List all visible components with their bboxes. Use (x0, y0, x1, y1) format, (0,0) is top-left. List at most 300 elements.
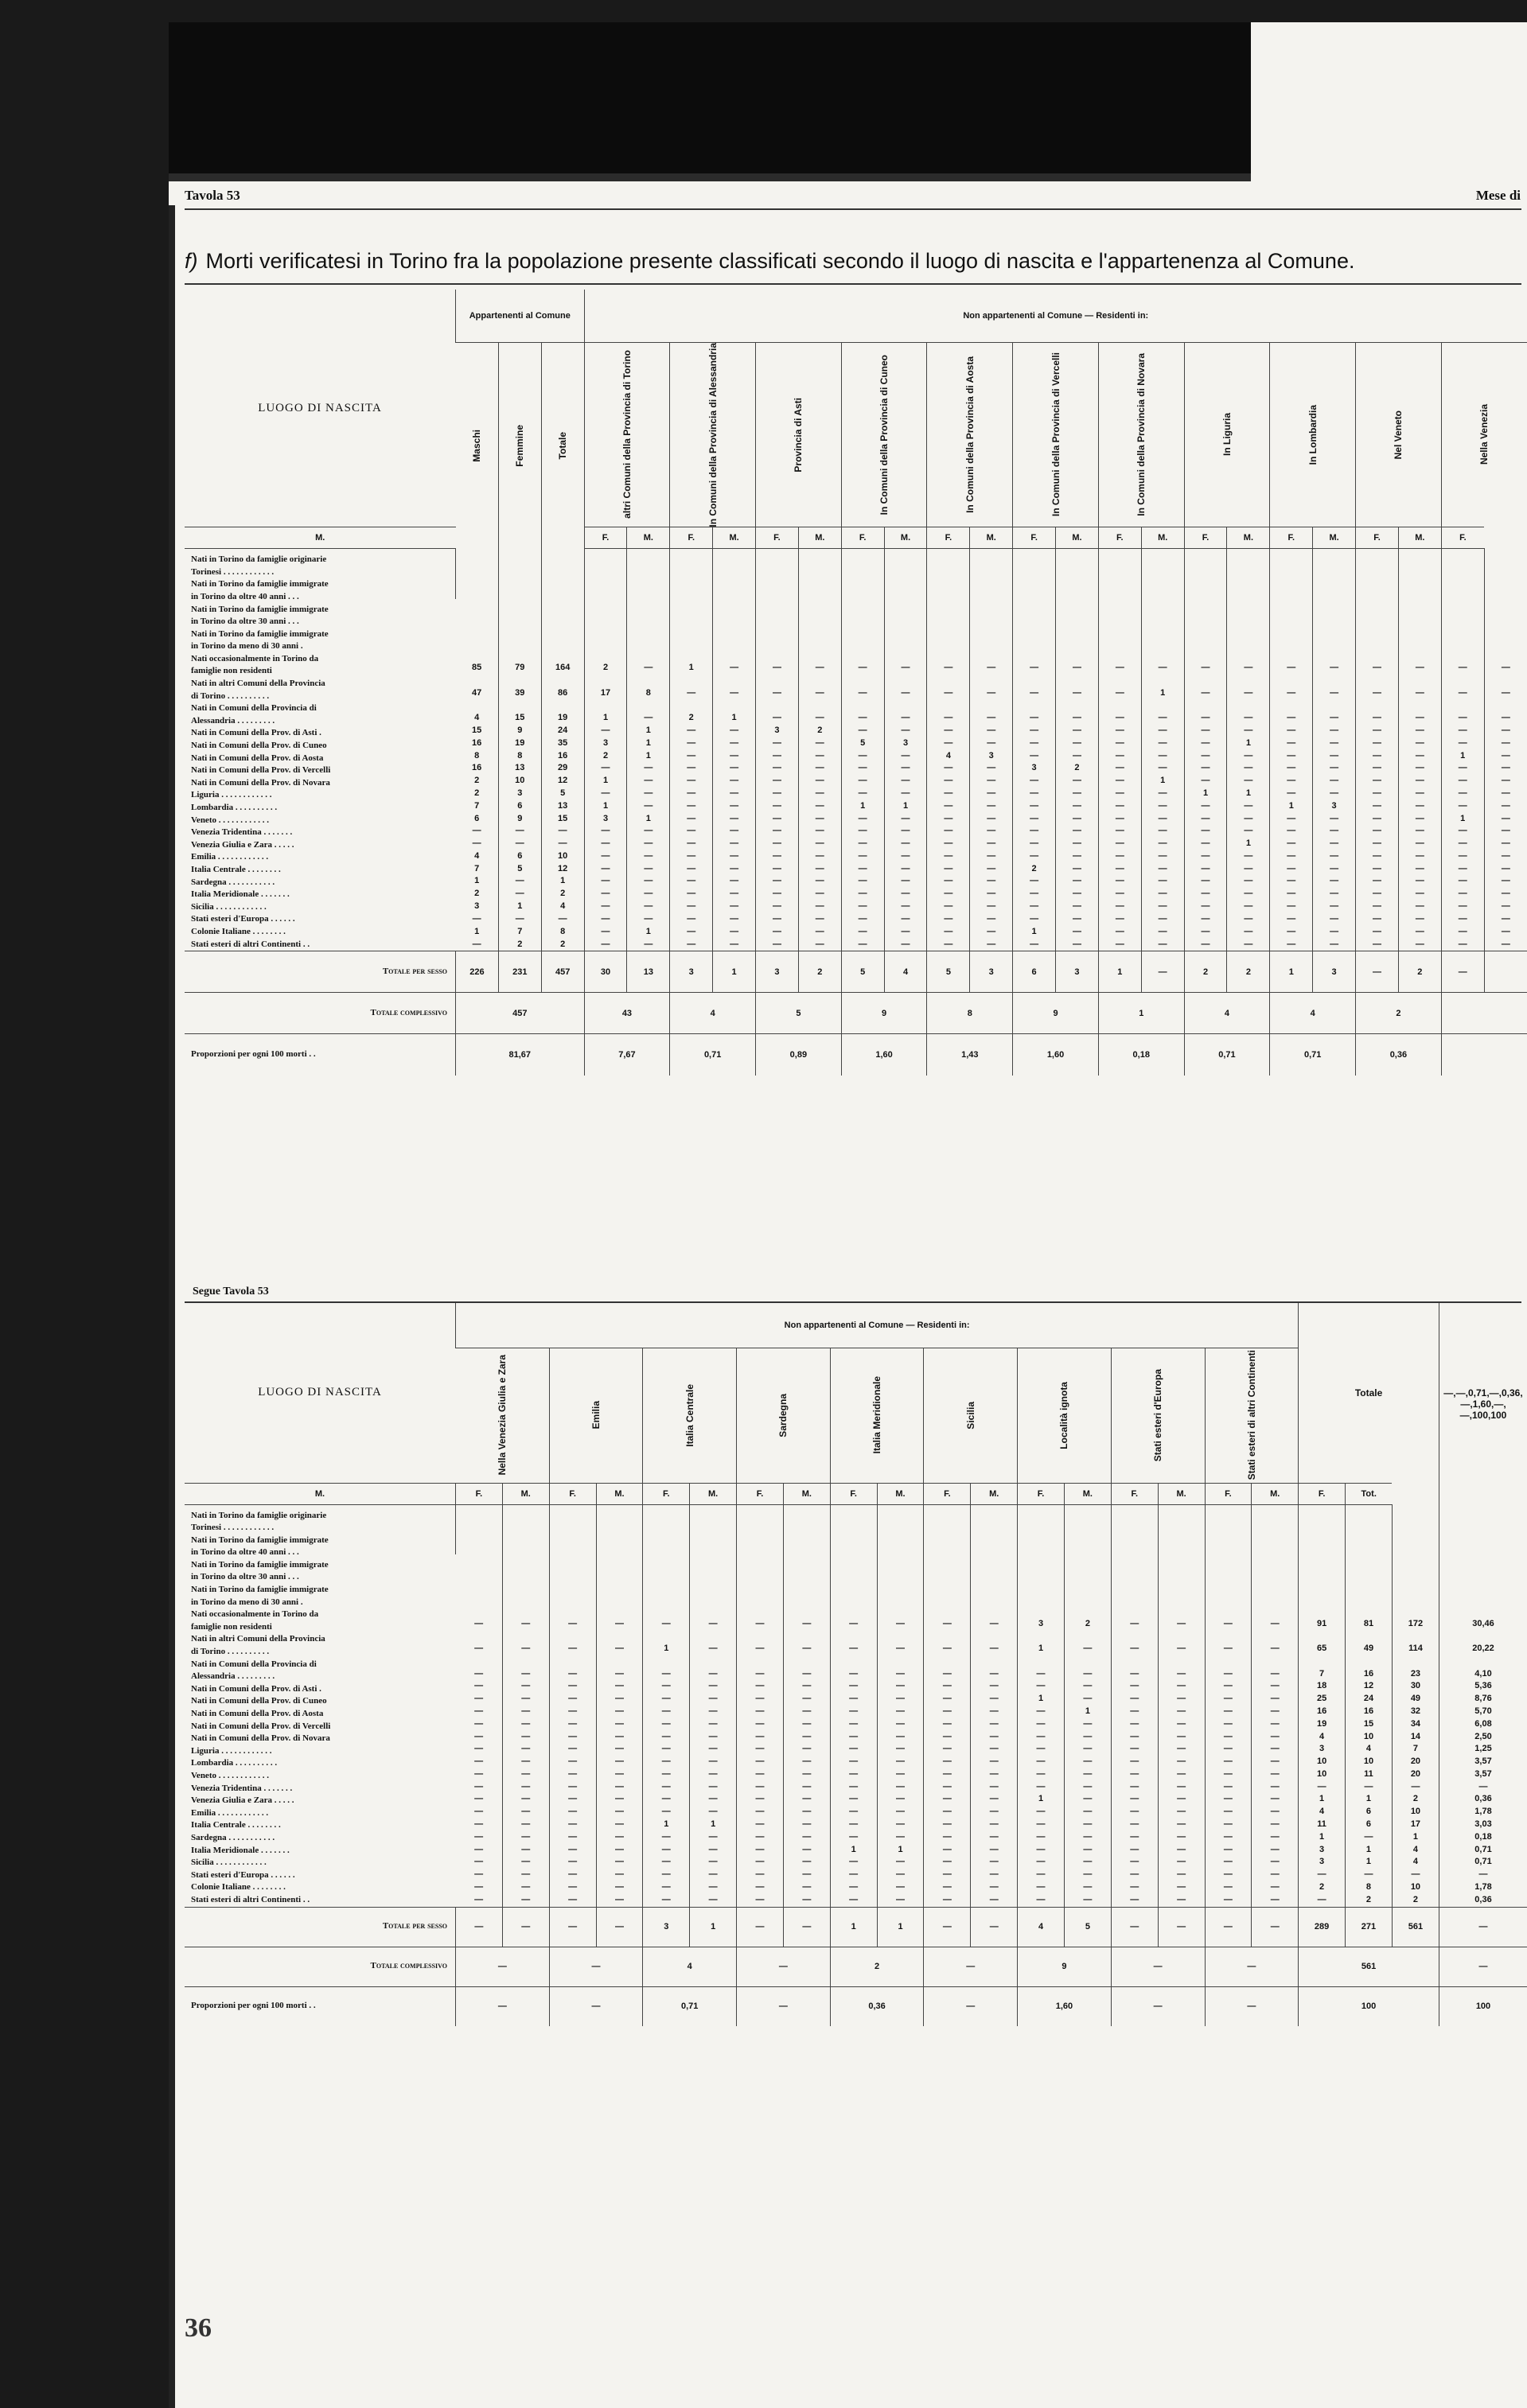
cell: — (970, 675, 1013, 699)
cell: — (927, 725, 970, 737)
cell: — (1184, 913, 1227, 926)
cell: — (1227, 938, 1270, 951)
cell: 15 (541, 812, 584, 825)
cell: — (1252, 1768, 1299, 1781)
cell: — (643, 1894, 690, 1907)
cell: — (690, 1693, 737, 1706)
cell: — (474, 1731, 484, 1741)
cell: — (1111, 1947, 1205, 1986)
cell: — (927, 901, 970, 913)
cell: — (1064, 1693, 1111, 1706)
cell: — (549, 1806, 596, 1819)
cell: — (1205, 1947, 1299, 1986)
cell (1111, 1504, 1158, 1554)
cell: — (1013, 850, 1056, 863)
cell: — (643, 1843, 690, 1856)
cell: — (841, 838, 884, 850)
cell: — (1158, 1780, 1205, 1793)
sex-m: M. (884, 527, 927, 549)
sex-f: F. (1299, 1483, 1346, 1504)
cell: — (927, 825, 970, 838)
page-number: 36 (185, 2313, 212, 2343)
cell: 0,89 (756, 1034, 842, 1076)
cell: — (643, 1655, 690, 1680)
cell: — (1111, 1655, 1158, 1680)
row-label: Stati esteri di altri Continenti . . (191, 939, 310, 949)
row-label: Nati in Torino da famiglie immigrate (191, 1535, 329, 1545)
cell: — (1439, 1947, 1527, 1986)
cell: — (1184, 901, 1227, 913)
cell: 2 (1013, 862, 1056, 875)
cell: — (1111, 1554, 1158, 1630)
cell: 20,22 (1439, 1630, 1527, 1655)
cell: — (1252, 1680, 1299, 1693)
cell: — (1018, 1843, 1065, 1856)
cell: — (1013, 838, 1056, 850)
cell: 1 (884, 800, 927, 813)
cell: — (971, 1780, 1018, 1793)
cell: — (877, 1680, 924, 1693)
cell: — (596, 1819, 643, 1831)
cell: — (783, 1718, 830, 1731)
cell: — (1270, 862, 1313, 875)
cell: — (474, 1756, 484, 1767)
cell: — (1205, 1630, 1252, 1655)
cell: 289 (1299, 1907, 1346, 1947)
row-label: Nati in Torino da famiglie immigrate (191, 1559, 329, 1570)
cell: — (713, 737, 756, 750)
cell: — (924, 1743, 971, 1756)
cell: — (549, 1831, 596, 1844)
cell: — (1098, 749, 1141, 762)
cell: — (713, 675, 756, 699)
cell: — (498, 838, 541, 850)
cell: — (1064, 1881, 1111, 1894)
cell: — (884, 875, 927, 888)
cell: — (670, 762, 713, 775)
cell: — (798, 737, 841, 750)
totale-complessivo-row (185, 993, 1527, 1034)
cell: — (927, 599, 970, 675)
cell: 6 (498, 800, 541, 813)
cell: — (830, 1768, 877, 1781)
cell: — (927, 812, 970, 825)
cell: — (1227, 913, 1270, 926)
cell: — (584, 850, 627, 863)
cell: — (584, 725, 627, 737)
cell: 114 (1392, 1630, 1439, 1655)
cell: — (1098, 888, 1141, 901)
cell: 5 (498, 862, 541, 875)
cell: — (1313, 913, 1356, 926)
cell: 1 (1018, 1630, 1065, 1655)
cell: — (1227, 762, 1270, 775)
cell: — (1141, 838, 1184, 850)
cell: — (1398, 699, 1441, 724)
cell: 16 (472, 763, 482, 773)
cell: — (541, 825, 584, 838)
cell: — (584, 925, 627, 938)
row-label: Nati in Comuni della Prov. di Asti . (191, 728, 321, 738)
non-col-label: Nel Veneto (1393, 410, 1404, 459)
row-label: Venezia Tridentina . . . . . . . (191, 1783, 293, 1793)
cell: 4 (670, 993, 756, 1034)
cell: — (1205, 1693, 1252, 1706)
cell: 39 (498, 675, 541, 699)
cell: — (1252, 1907, 1299, 1947)
row-label: in Torino da oltre 30 anni . . . (191, 617, 299, 627)
cell: — (1056, 875, 1099, 888)
cell: — (1484, 788, 1527, 800)
cell: — (830, 1881, 877, 1894)
cell: 0,36 (1356, 1034, 1442, 1076)
cell: — (584, 875, 627, 888)
cell: 1 (627, 812, 670, 825)
row-label: Venezia Giulia e Zara . . . . . (191, 839, 294, 850)
cell: — (643, 1869, 690, 1881)
cell: — (627, 825, 670, 838)
cell: — (1441, 951, 1484, 993)
cell: 19 (498, 737, 541, 750)
cell: — (584, 762, 627, 775)
cell: — (924, 1881, 971, 1894)
non-col-3 (841, 342, 927, 527)
cell: — (1158, 1894, 1205, 1907)
title-letter: f) (185, 249, 198, 273)
cell: — (596, 1756, 643, 1768)
cell (1398, 549, 1441, 599)
cell: — (1111, 1718, 1158, 1731)
cell: — (877, 1819, 924, 1831)
cell: — (584, 913, 627, 926)
sex-m: M. (1313, 527, 1356, 549)
cell: — (1398, 725, 1441, 737)
cell: — (549, 1743, 596, 1756)
cell: — (1398, 788, 1441, 800)
cell: — (1227, 850, 1270, 863)
cell: — (830, 1743, 877, 1756)
cell: — (549, 1730, 596, 1743)
cell: — (1098, 725, 1141, 737)
cell: — (541, 838, 584, 850)
cell: — (1270, 699, 1313, 724)
cell: — (756, 812, 799, 825)
row-label: famiglie non residenti (191, 666, 272, 676)
cell: — (1158, 1819, 1205, 1831)
cell: 1 (1184, 788, 1227, 800)
cell: 8 (1346, 1881, 1393, 1894)
cell (690, 1504, 737, 1554)
cell: — (1356, 775, 1399, 788)
cell: — (971, 1554, 1018, 1630)
cell: — (690, 1793, 737, 1806)
cell: — (798, 675, 841, 699)
cell: 3 (756, 951, 799, 993)
cell: — (1392, 1869, 1439, 1881)
cell: 5 (541, 788, 584, 800)
cell: — (670, 725, 713, 737)
cell: 7 (474, 863, 480, 873)
cell: — (1270, 825, 1313, 838)
cell: — (1098, 925, 1141, 938)
cell: 3 (670, 951, 713, 993)
cell: — (1064, 1780, 1111, 1793)
cell: — (713, 599, 756, 675)
cell: — (1205, 1706, 1252, 1718)
cell: — (643, 1780, 690, 1793)
cell: — (1056, 850, 1099, 863)
cell: — (1064, 1869, 1111, 1881)
cell: — (1158, 1554, 1205, 1630)
cell: — (502, 1756, 549, 1768)
cell: 6 (1346, 1819, 1393, 1831)
cell: — (1056, 862, 1099, 875)
cell: — (627, 875, 670, 888)
cell: — (1252, 1743, 1299, 1756)
p2-col-5 (924, 1348, 1018, 1483)
cell: — (1356, 788, 1399, 800)
cell: — (1205, 1869, 1252, 1881)
cell: — (1141, 925, 1184, 938)
cell: — (1111, 1680, 1158, 1693)
cell: — (1441, 737, 1484, 750)
cell: — (1013, 725, 1056, 737)
cell: — (1141, 901, 1184, 913)
cell: 1,43 (927, 1034, 1013, 1076)
cell: 2 (584, 599, 627, 675)
cell: 23 (1392, 1655, 1439, 1680)
cell: — (783, 1869, 830, 1881)
cell: — (1356, 675, 1399, 699)
cell: 10 (498, 775, 541, 788)
cell: 0,36 (1439, 1894, 1527, 1907)
sex-m: M. (713, 527, 756, 549)
cell: — (884, 675, 927, 699)
cell: — (1227, 812, 1270, 825)
cell: — (643, 1743, 690, 1756)
cell (841, 549, 884, 599)
row-label: Italia Meridionale . . . . . . . (191, 1845, 290, 1855)
cell: — (1398, 938, 1441, 951)
cell: — (1252, 1655, 1299, 1680)
cell: — (841, 749, 884, 762)
cell: — (474, 1768, 484, 1779)
cell: — (1205, 1831, 1252, 1844)
cell: — (783, 1630, 830, 1655)
p2-col-1 (549, 1348, 643, 1483)
cell: 10 (1346, 1756, 1393, 1768)
cell: — (1441, 862, 1484, 875)
p2-col-label: Italia Meridionale (871, 1376, 883, 1454)
sex-f: F. (924, 1483, 971, 1504)
cell: — (502, 1718, 549, 1731)
cell (1441, 549, 1484, 599)
cell: — (1098, 913, 1141, 926)
cell: — (1227, 875, 1270, 888)
cell: — (798, 888, 841, 901)
p2-col-0 (456, 1348, 550, 1483)
cell: 0,18 (1439, 1831, 1527, 1844)
cell: — (713, 788, 756, 800)
cell: — (670, 875, 713, 888)
cell: — (783, 1907, 830, 1947)
cell: — (1141, 913, 1184, 926)
sex-f: F. (1356, 527, 1399, 549)
cell: — (830, 1831, 877, 1844)
p2-col-label: Stati esteri di altri Continenti (1245, 1350, 1257, 1480)
cell: — (474, 1857, 484, 1867)
cell: — (1356, 901, 1399, 913)
cell: 1 (1346, 1843, 1393, 1856)
cell: 2 (798, 725, 841, 737)
cell: 6 (1013, 951, 1056, 993)
cell: — (1270, 901, 1313, 913)
cell: — (1205, 1856, 1252, 1869)
cell: — (502, 1730, 549, 1743)
cell (737, 1504, 784, 1554)
cell: — (474, 1744, 484, 1754)
cell: — (798, 749, 841, 762)
cell: — (1441, 925, 1484, 938)
cell: — (1346, 1780, 1393, 1793)
cell: — (737, 1780, 784, 1793)
cell: — (498, 913, 541, 926)
cell: 271 (1346, 1907, 1393, 1947)
cell: 0,71 (670, 1034, 756, 1076)
cell: 0,36 (830, 1986, 924, 2026)
cell: 1 (1346, 1856, 1393, 1869)
cell: 3 (1056, 951, 1099, 993)
cell: — (798, 599, 841, 675)
cell: — (737, 1843, 784, 1856)
cell: 4,10 (1439, 1655, 1527, 1680)
cell: — (737, 1756, 784, 1768)
row-label: Nati in Torino da famiglie immigrate (191, 604, 329, 614)
cell: — (1184, 737, 1227, 750)
sex-f: F. (1184, 527, 1227, 549)
cell: — (1111, 1819, 1158, 1831)
cell: — (798, 812, 841, 825)
cell: — (756, 762, 799, 775)
cell (970, 549, 1013, 599)
cell: 1 (474, 876, 480, 886)
cell: 4 (1184, 993, 1270, 1034)
cell: 7,67 (584, 1034, 670, 1076)
cell: — (1313, 725, 1356, 737)
cell: — (884, 599, 927, 675)
cell: — (927, 737, 970, 750)
cell: — (1141, 699, 1184, 724)
cell: — (1013, 825, 1056, 838)
non-col-2 (756, 342, 842, 527)
scan-light-corner (1251, 22, 1527, 205)
cell: 1 (1018, 1793, 1065, 1806)
cell: — (737, 1680, 784, 1693)
cell: — (502, 1843, 549, 1856)
cell: — (502, 1856, 549, 1869)
sex-m: M. (1064, 1483, 1111, 1504)
cell: — (690, 1630, 737, 1655)
cell: — (798, 925, 841, 938)
cell: — (783, 1780, 830, 1793)
cell: — (884, 749, 927, 762)
cell: — (798, 862, 841, 875)
cell: — (627, 888, 670, 901)
cell: — (690, 1718, 737, 1731)
cell: — (713, 925, 756, 938)
cell: — (884, 775, 927, 788)
cell: — (713, 838, 756, 850)
cell (1098, 549, 1141, 599)
cell: 1 (1441, 812, 1484, 825)
cell: 3 (584, 812, 627, 825)
row-label: Nati in Comuni della Prov. di Cuneo (191, 1696, 327, 1706)
cell: — (670, 825, 713, 838)
row-label: Nati occasionalmente in Torino da (191, 1609, 319, 1620)
cell: — (924, 1907, 971, 1947)
cell: 3 (498, 788, 541, 800)
cell: — (924, 1730, 971, 1743)
cell: — (783, 1894, 830, 1907)
cell: — (1439, 1907, 1527, 1947)
row-label: Torinesi . . . . . . . . . . . . (191, 566, 275, 577)
cell: — (1205, 1819, 1252, 1831)
cell: 5,36 (1439, 1680, 1527, 1693)
cell: 10 (1299, 1756, 1346, 1768)
cell: — (737, 1743, 784, 1756)
cell: — (1013, 888, 1056, 901)
cell: — (970, 838, 1013, 850)
cell (884, 549, 927, 599)
cell: — (1356, 762, 1399, 775)
sex-f: F. (1018, 1483, 1065, 1504)
cell: — (1484, 599, 1527, 675)
cell: — (1392, 1780, 1439, 1793)
cell: — (1158, 1831, 1205, 1844)
cell: — (1056, 913, 1099, 926)
cell: 2 (541, 888, 584, 901)
cell: — (737, 1894, 784, 1907)
sex-f: F. (1111, 1483, 1158, 1504)
p2-col-label: Sicilia (964, 1401, 976, 1430)
cell: — (1205, 1843, 1252, 1856)
cell: — (1484, 762, 1527, 775)
cell: — (1018, 1780, 1065, 1793)
row-label: Lombardia . . . . . . . . . . (191, 803, 278, 812)
cell: 1 (690, 1819, 737, 1831)
cell: — (1227, 675, 1270, 699)
cell: 24 (541, 725, 584, 737)
cell: — (596, 1693, 643, 1706)
non-col-9 (1356, 342, 1442, 527)
cell: — (549, 1843, 596, 1856)
cell: — (1111, 1894, 1158, 1907)
sex-f: F. (1013, 527, 1056, 549)
cell: — (1313, 749, 1356, 762)
cell: 7 (1299, 1655, 1346, 1680)
cell: — (798, 825, 841, 838)
cell: — (924, 1706, 971, 1718)
cell: — (1184, 888, 1227, 901)
cell: — (970, 737, 1013, 750)
cell (1158, 1504, 1205, 1554)
cell: — (627, 699, 670, 724)
cell: — (502, 1819, 549, 1831)
cell: — (596, 1869, 643, 1881)
cell: — (737, 1869, 784, 1881)
cell: 6 (498, 850, 541, 863)
cell: — (474, 1706, 484, 1716)
